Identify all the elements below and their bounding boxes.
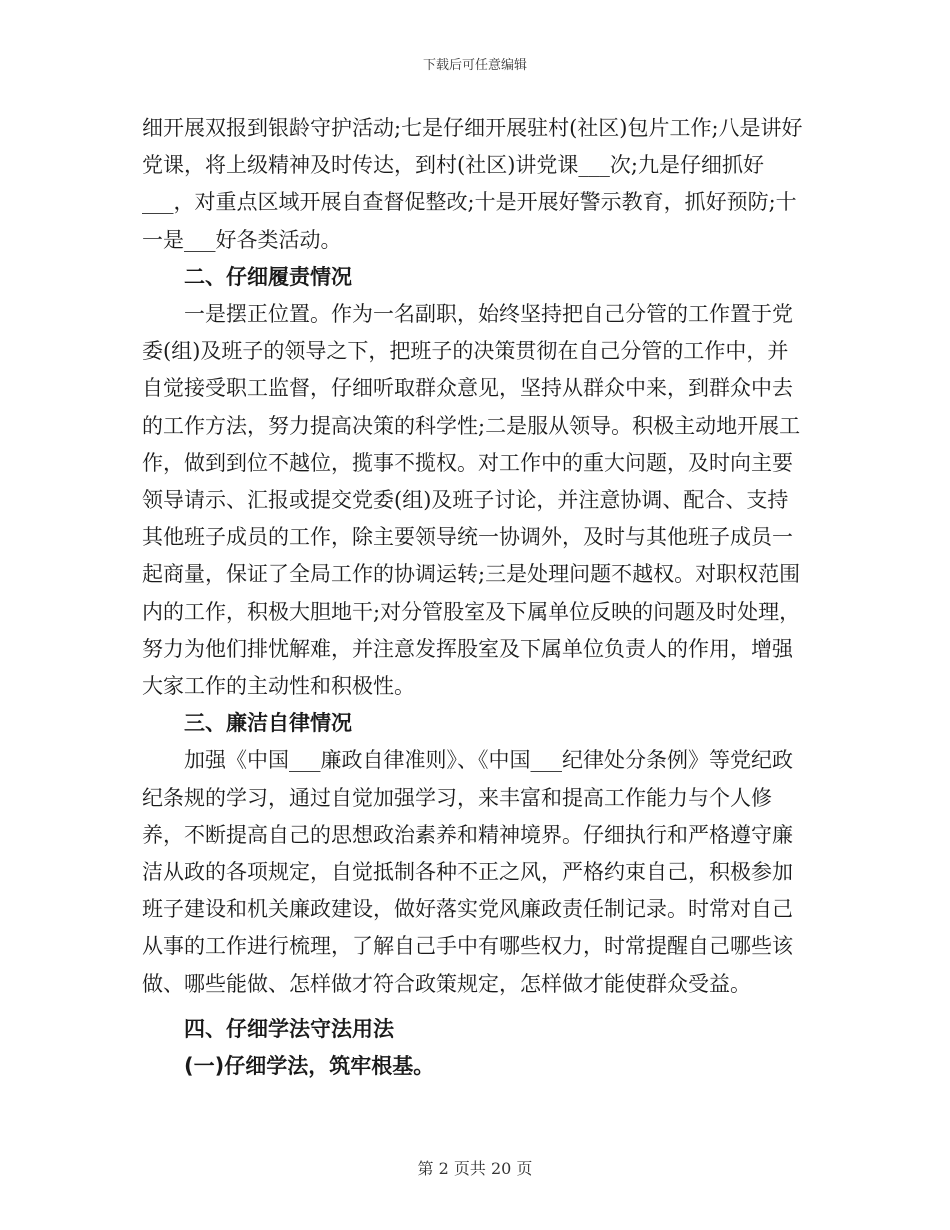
section-heading-2: 二、仔细履责情况 [184,264,352,289]
page-header [0,54,950,73]
paragraph-section-2: 一是摆正位置。作为一名副职，始终坚持把自己分管的工作置于党委(组)及班子的领导之下，把班子的决策贯彻在自己分管的工作中，并自觉接受职工监督，仔细听取群众意见，坚持从群众中来，到群众中去的工作方法，努力提高决策的科学性;二是服从领导。积极主动地开展工作，做到到位不越位，揽事不揽权。对工作中的重大问题，及时向主要领导请示、汇报或提交党委(组)及班子讨论，并注意协调、配合、支持其他班子成员的工作，除主要领导统一协调外，及时与其他班子成员一起商量，保证了全局工作的协调运转;三是处理问题不越权。对职权范围内的工作，积极大胆地干;对分管股室及下属单位反映的问题及时处理，努力为他们排忧解难，并注意发挥股室及下属单位负责人的作用，增强大家工作的主动性和积极性。 [142,302,801,699]
section-heading-3: 三、廉洁自律情况 [184,711,352,736]
document-body [142,110,806,1085]
page-footer [0,1156,950,1179]
section-heading-4: 四、仔细学法守法用法 [184,1016,394,1041]
paragraph-section-3: 加强《中国___廉政自律准则》、《中国___纪律处分条例》等党纪政纪条规的学习，通过自觉加强学习，来丰富和提高工作能力与个人修养，不断提高自己的思想政治素养和精神境界。仔细执行和严格遵守廉洁从政的各项规定，自觉抵制各种不正之风，严格约束自己，积极参加班子建设和机关廉政建设，做好落实党风廉政责任制记录。时常对自己从事的工作进行梳理，了解自己手中有哪些权力，时常提醒自己哪些该做、哪些能做、怎样做才符合政策规定，怎样做才能使群众受益。 [142,748,793,996]
subsection-heading-4-1: (一)仔细学法，筑牢根基。 [184,1054,435,1079]
header-text: 下载后可任意编辑 [422,58,527,73]
page-number-label: 第 2 页共 20 页 [417,1159,533,1178]
paragraph-continuation: 细开展双报到银龄守护活动;七是仔细开展驻村(社区)包片工作;八是讲好党课，将上级精神及时传达，到村(社区)讲党课___次;九是仔细抓好___，对重点区域开展自查督促整改;十是开展好警示教育，抓好预防;十一是___好各类活动。 [142,116,803,252]
